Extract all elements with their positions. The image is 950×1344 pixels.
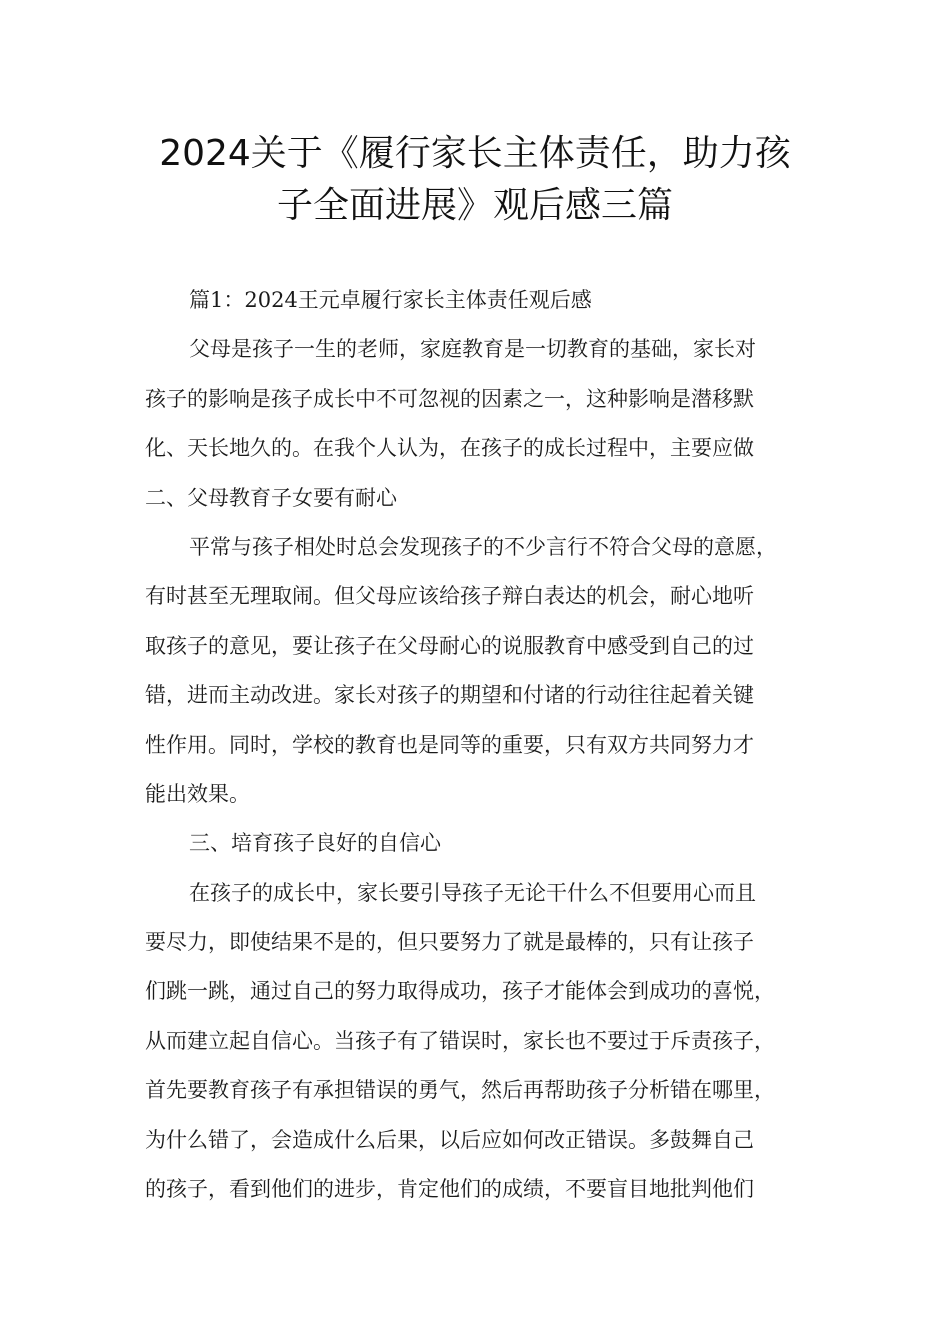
title-line-1: 2024关于《履行家长主体责任，助力孩 xyxy=(159,133,791,174)
document-title xyxy=(120,128,830,232)
paragraph-line: 孩子的影响是孩子成长中不可忽视的因素之一，这种影响是潜移默 xyxy=(145,386,754,411)
paragraph-line: 首先要教育孩子有承担错误的勇气，然后再帮助孩子分析错在哪里， xyxy=(145,1078,775,1103)
paragraph-line: 要尽力，即使结果不是的，但只要努力了就是最棒的，只有让孩子 xyxy=(145,930,754,955)
title-line-2: 子全面进展》观后感三篇 xyxy=(276,185,673,226)
paragraph-line: 们跳一跳，通过自己的努力取得成功，孩子才能体会到成功的喜悦， xyxy=(145,979,775,1004)
paragraph-line: 为什么错了，会造成什么后果，以后应如何改正错误。多鼓舞自己 xyxy=(145,1127,754,1152)
paragraph-line: 在孩子的成长中，家长要引导孩子无论干什么不但要用心而且 xyxy=(189,880,756,905)
paragraph-line: 性作用。同时，学校的教育也是同等的重要，只有双方共同努力才 xyxy=(145,732,754,757)
paragraph-line: 错，进而主动改进。家长对孩子的期望和付诸的行动往往起着关键 xyxy=(145,683,754,708)
paragraph-line: 有时甚至无理取闹。但父母应该给孩子辩白表达的机会，耐心地听 xyxy=(145,584,754,609)
section-heading-1: 篇1：2024王元卓履行家长主体责任观后感 xyxy=(189,288,592,312)
paragraph-line: 能出效果。 xyxy=(145,781,250,806)
paragraph-line: 父母是孩子一生的老师，家庭教育是一切教育的基础，家长对 xyxy=(189,337,756,362)
subheading-patience: 二、父母教育子女要有耐心 xyxy=(145,485,397,510)
document-body xyxy=(145,276,810,1214)
paragraph-line: 取孩子的意见，要让孩子在父母耐心的说服教育中感受到自己的过 xyxy=(145,633,754,658)
paragraph-line: 化、天长地久的。在我个人认为，在孩子的成长过程中，主要应做 xyxy=(145,436,754,461)
paragraph-line: 从而建立起自信心。当孩子有了错误时，家长也不要过于斥责孩子， xyxy=(145,1028,775,1053)
paragraph-line: 平常与孩子相处时总会发现孩子的不少言行不符合父母的意愿， xyxy=(189,534,777,559)
paragraph-line: 的孩子，看到他们的进步，肯定他们的成绩，不要盲目地批判他们 xyxy=(145,1177,754,1202)
subheading-confidence: 三、培育孩子良好的自信心 xyxy=(189,831,441,856)
